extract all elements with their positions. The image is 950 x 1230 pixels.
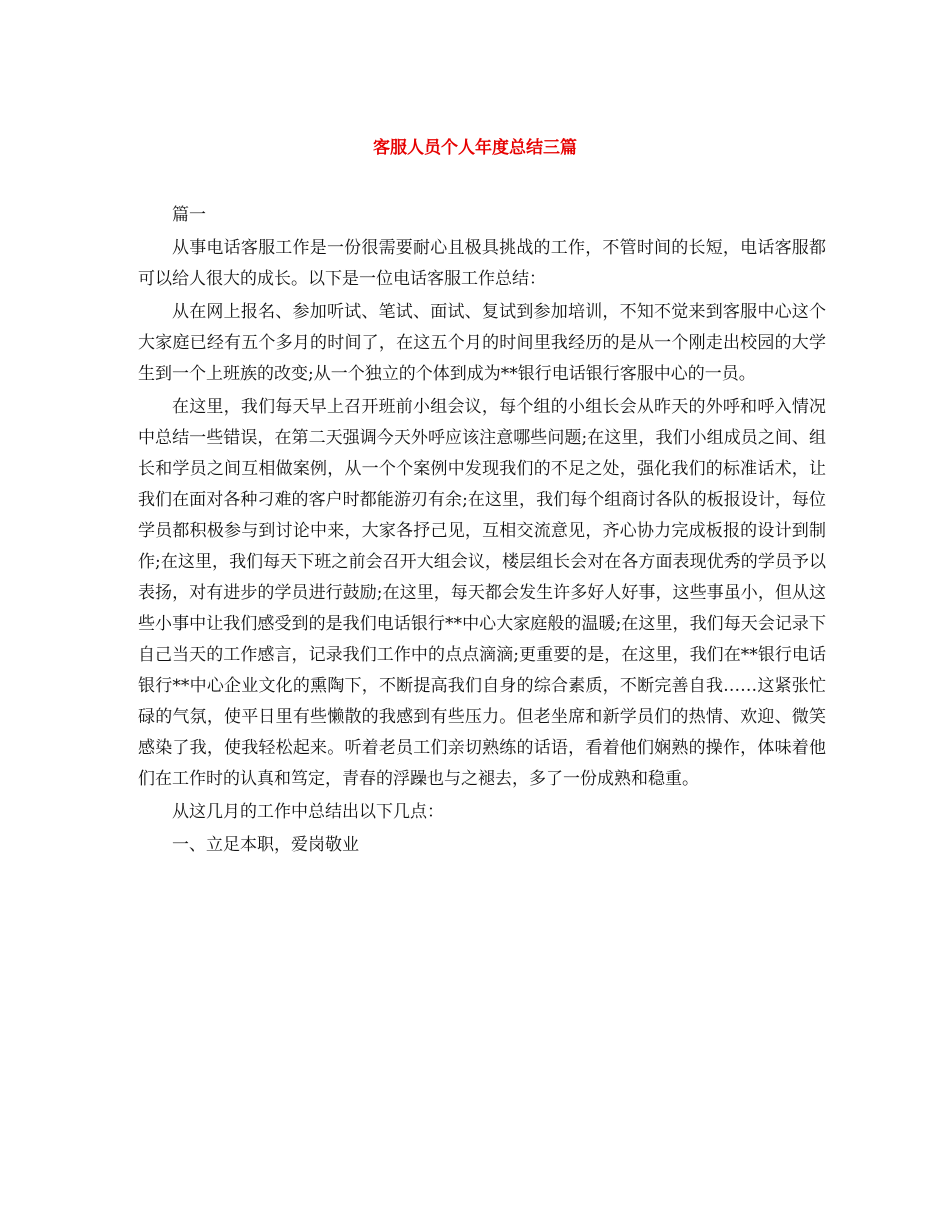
subheading-point-one: 一、立足本职，爱岗敬业 — [172, 835, 359, 855]
paragraph-summary-lead: 从这几月的工作中总结出以下几点： — [172, 802, 444, 822]
paragraph-experience: 从在网上报名、参加听试、笔试、面试、复试到参加培训，不知不觉来到客服中心这个大家庭已经有五个多月的时间了，在这五个月的时间里我经历的是从一个刚走出校园的大学生到一个上班族的改变;从一个独立的个体到成为**银行电话银行客服中心的一员。 — [138, 302, 826, 384]
document-body — [138, 200, 826, 863]
document-title: 客服人员个人年度总结三篇 — [373, 138, 577, 158]
paragraph-daily-work: 在这里，我们每天早上召开班前小组会议，每个组的小组长会从昨天的外呼和呼入情况中总结一些错误，在第二天强调今天外呼应该注意哪些问题;在这里，我们小组成员之间、组长和学员之间互相做案例，从一个个案例中发现我们的不足之处，强化我们的标准话术，让我们在面对各种刁难的客户时都能游刃有余;在这里，我们每个组商讨各队的板报设计，每位学员都积极参与到讨论中来，大家各抒己见，互相交流意见，齐心协力完成板报的设计到制作;在这里，我们每天下班之前会召开大组会议，楼层组长会对在各方面表现优秀的学员予以表扬，对有进步的学员进行鼓励;在这里，每天都会发生许多好人好事，这些事虽小，但从这些小事中让我们感受到的是我们电话银行**中心大家庭般的温暖;在这里，我们每天会记录下自己当天的工作感言，记录我们工作中的点点滴滴;更重要的是，在这里，我们在**银行电话银行**中心企业文化的熏陶下，不断提高我们自身的综合素质，不断完善自我……这紧张忙碌的气氛，使平日里有些懒散的我感到有些压力。但老坐席和新学员们的热情、欢迎、微笑感染了我，使我轻松起来。听着老员工们亲切熟练的话语，看着他们娴熟的操作，体味着他们在工作时的认真和笃定，青春的浮躁也与之褪去，多了一份成熟和稳重。 — [138, 397, 826, 789]
paragraph-intro: 从事电话客服工作是一份很需要耐心且极具挑战的工作，不管时间的长短，电话客服都可以给人很大的成长。以下是一位电话客服工作总结： — [138, 238, 826, 289]
section-label: 篇一 — [172, 205, 206, 225]
